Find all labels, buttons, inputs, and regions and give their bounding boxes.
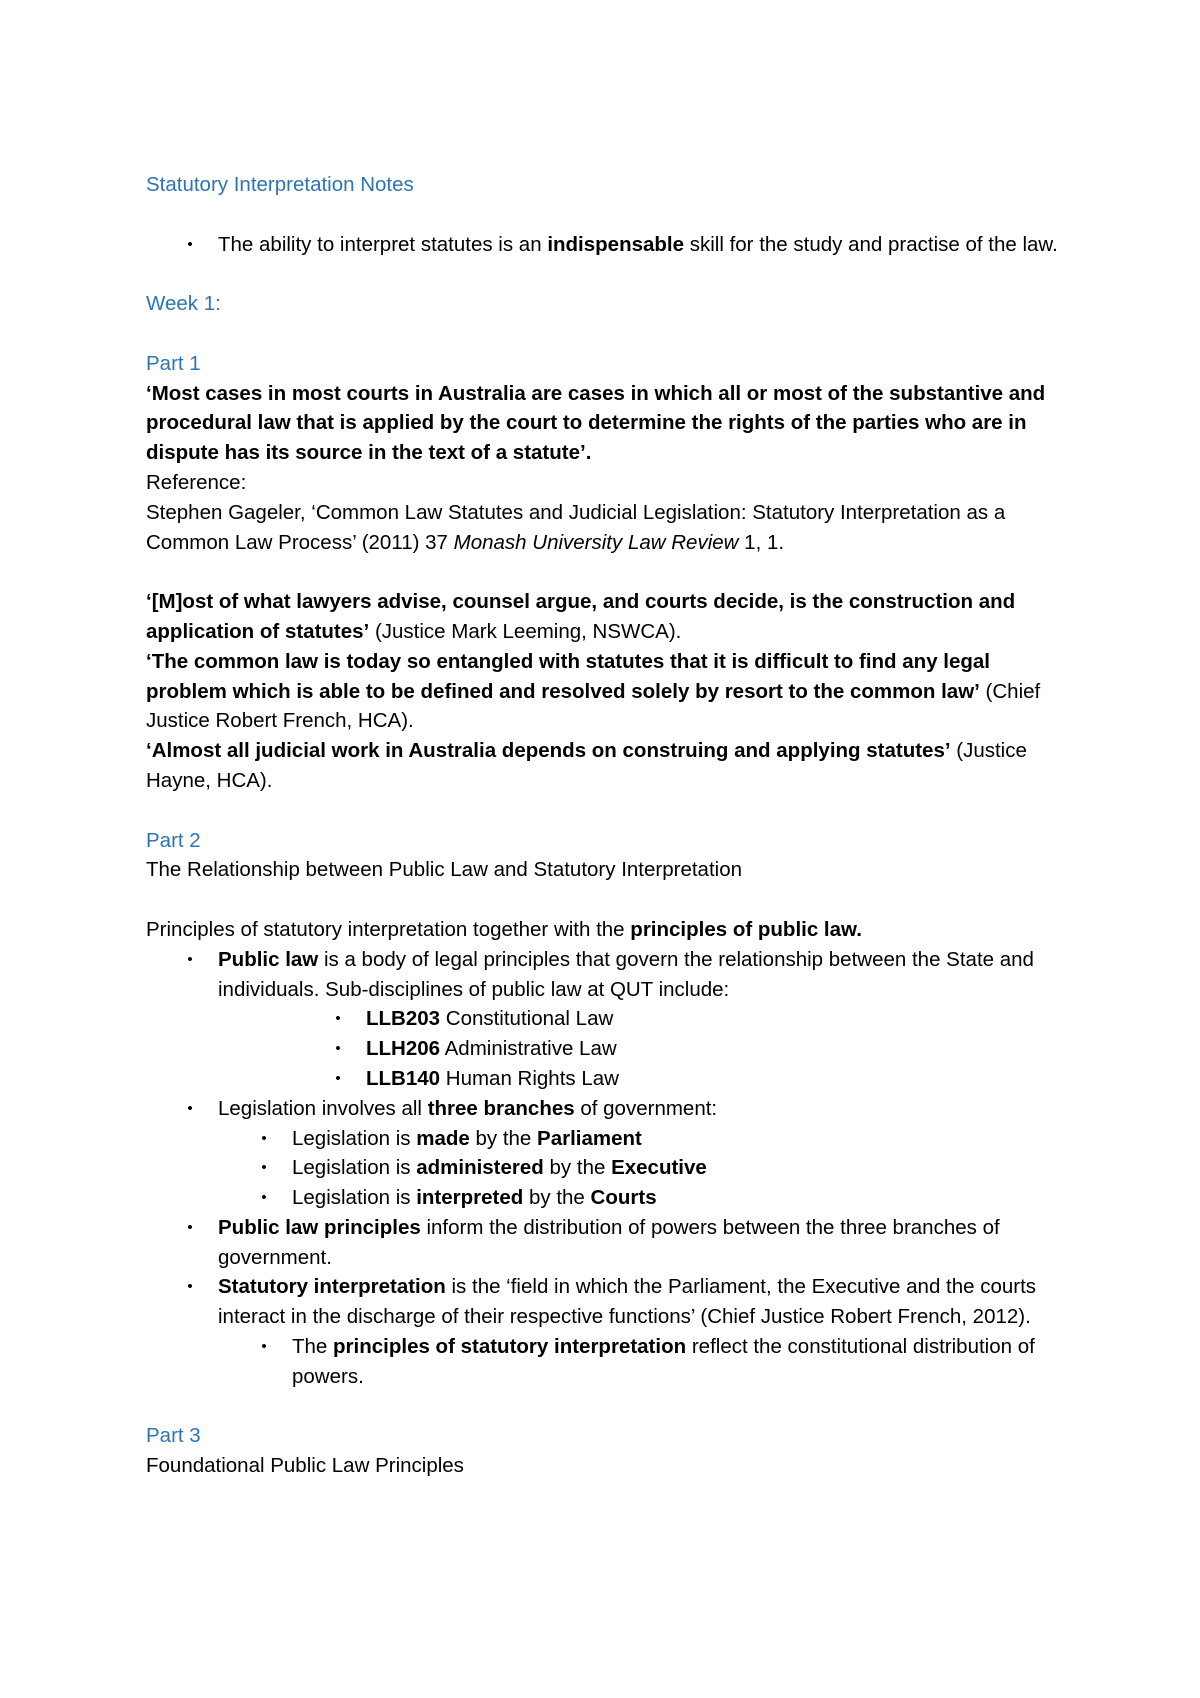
french-quote: ‘The common law is today so entangled with statutes that it is difficult to find any legal problem which is able to be defined and resolved solely by resort to the common law’ (Chief Justice Robert French, HCA).: [146, 649, 1041, 733]
unit-item: • LLB140 Human Rights Law: [146, 1064, 1076, 1094]
bullet-icon: •: [187, 1099, 193, 1117]
part1-heading: Part 1: [146, 351, 201, 375]
part2-heading: Part 2: [146, 828, 201, 852]
unit-item: • LLB203 Constitutional Law: [146, 1004, 1076, 1034]
bullet-icon: •: [335, 1040, 341, 1058]
document-title: Statutory Interpretation Notes: [146, 173, 414, 196]
branch-item: • Legislation is administered by the Executive: [146, 1153, 1076, 1183]
bullet-icon: •: [335, 1010, 341, 1028]
part2-subtitle: The Relationship between Public Law and Statutory Interpretation: [146, 858, 743, 882]
document-body: [146, 170, 1076, 1481]
public-law-bullet: • Public law is a body of legal principles that govern the relationship between the State and individuals. Sub-disciplines of public law at QUT include:: [146, 945, 1076, 1005]
hayne-quote: ‘Almost all judicial work in Australia depends on construing and applying statutes’ (Justice Hayne, HCA).: [146, 739, 1027, 792]
bullet-icon: •: [187, 1278, 193, 1296]
bullet-icon: •: [261, 1159, 267, 1177]
part3-heading: Part 3: [146, 1424, 201, 1448]
leeming-quote: ‘[M]ost of what lawyers advise, counsel argue, and courts decide, is the construction and application of statutes’ (Justice Mark Leeming, NSWCA).: [146, 590, 1016, 643]
bullet-icon: •: [261, 1129, 267, 1147]
bullet-icon: •: [187, 235, 193, 253]
public-law-principles-bullet: • Public law principles inform the distribution of powers between the three branches of government.: [146, 1213, 1076, 1273]
intro-bullet: • The ability to interpret statutes is an indispensable skill for the study and practise of the law.: [146, 230, 1076, 260]
principles-sub-bullet: • The principles of statutory interpretation reflect the constitutional distribution of powers.: [146, 1332, 1076, 1392]
week-heading: Week 1:: [146, 292, 221, 316]
bullet-icon: •: [187, 950, 193, 968]
bullet-icon: •: [261, 1189, 267, 1207]
bullet-icon: •: [335, 1069, 341, 1087]
statutory-interpretation-bullet: • Statutory interpretation is the ‘field in which the Parliament, the Executive and the courts interact in the discharge of their respective functions’ (Chief Justice Robert French, 2012).: [146, 1272, 1076, 1332]
principles-line: Principles of statutory interpretation together with the principles of public law.: [146, 917, 862, 941]
legislation-bullet: • Legislation involves all three branches of government:: [146, 1094, 1076, 1124]
reference-label: Reference:: [146, 470, 247, 494]
gageler-quote: ‘Most cases in most courts in Australia are cases in which all or most of the substantive and procedural law that is applied by the court to determine the rights of the parties who are in dispute has its source in the text of a statute’.: [146, 381, 1046, 465]
bullet-icon: •: [187, 1218, 193, 1236]
branch-item: • Legislation is interpreted by the Courts: [146, 1183, 1076, 1213]
branch-item: • Legislation is made by the Parliament: [146, 1124, 1076, 1154]
unit-item: • LLH206 Administrative Law: [146, 1034, 1076, 1064]
part3-subtitle: Foundational Public Law Principles: [146, 1454, 464, 1478]
bullet-icon: •: [261, 1338, 267, 1356]
reference-citation: Stephen Gageler, ‘Common Law Statutes and Judicial Legislation: Statutory Interpretation as a Common Law Process’ (2011) 37 Monash University Law Review 1, 1.: [146, 500, 1006, 554]
